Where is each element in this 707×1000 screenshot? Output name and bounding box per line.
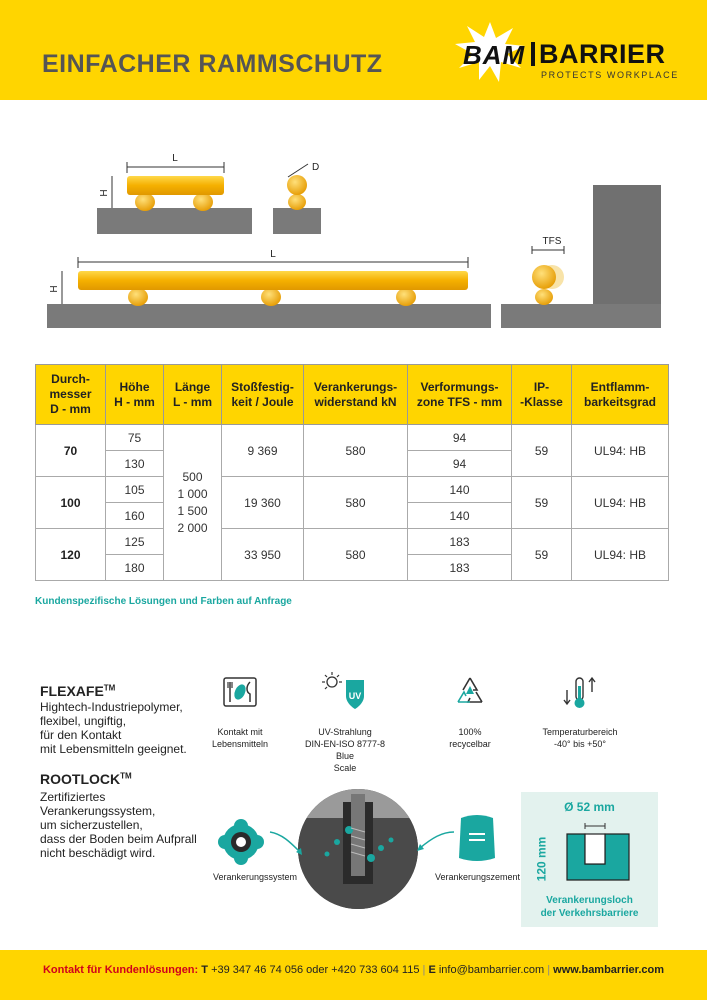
flexafe-tm: TM (103, 683, 116, 693)
anchoring-hole-diagram (563, 820, 633, 882)
custom-solutions-note: Kundenspezifische Lösungen und Farben auf Anfrage (35, 596, 292, 607)
cell-impact: 9 369 (222, 425, 304, 477)
cell-height: 180 (106, 555, 164, 581)
anchoring-cement-label: Verankerungszement (434, 872, 521, 882)
cell-anchorage: 580 (304, 477, 408, 529)
cell-flame: UL94: HB (572, 529, 669, 581)
col-tfs: Verformungs- zone TFS - mm (408, 365, 512, 425)
label-h-short: H (99, 189, 110, 197)
anchoring-cutaway-view (297, 788, 419, 910)
feature-food-contact-label: Kontakt mit Lebensmitteln (211, 727, 269, 749)
brand-logo (455, 22, 680, 82)
cell-impact: 33 950 (222, 529, 304, 581)
label-d: D (312, 162, 320, 173)
anchoring-hole-panel (521, 792, 658, 927)
table-row (36, 477, 669, 503)
barrier-technical-drawing (40, 140, 670, 340)
wall-block (593, 185, 661, 304)
anchoring-system-icon (215, 816, 267, 868)
col-ip: IP- -Klasse (512, 365, 572, 425)
cell-height: 75 (106, 425, 164, 451)
footer-website-link[interactable]: www.bambarrier.com (553, 964, 665, 976)
footer-email-label: E (428, 964, 436, 976)
hole-depth: 120 mm (534, 836, 549, 882)
footer-email-link[interactable]: info@bambarrier.com (438, 964, 545, 976)
foot-short-1 (135, 193, 155, 211)
feature-uv (295, 672, 395, 774)
cell-height: 130 (106, 451, 164, 477)
thermometer-icon (560, 672, 600, 712)
cell-ip: 59 (512, 425, 572, 477)
cell-height: 125 (106, 529, 164, 555)
table-row (36, 425, 669, 451)
label-h-long: H (49, 285, 60, 293)
uv-badge: UV (348, 691, 362, 701)
cell-diameter: 100 (36, 477, 106, 529)
logo-bam-text: BAM (463, 40, 526, 70)
col-diameter: Durch- messer D - mm (36, 365, 106, 425)
rail-long (78, 271, 468, 290)
feature-recycle-label: 100% recycelbar (449, 727, 491, 749)
hole-diameter: Ø 52 mm (564, 800, 615, 814)
label-l-short: L (172, 153, 178, 164)
footer-contact-label: Kontakt für Kundenlösungen: (42, 964, 199, 976)
feature-temperature (530, 672, 630, 750)
cell-tfs: 183 (408, 529, 512, 555)
rail-short (127, 176, 224, 195)
cell-diameter: 120 (36, 529, 106, 581)
cell-ip: 59 (512, 529, 572, 581)
spec-table (35, 364, 669, 581)
cell-impact: 19 360 (222, 477, 304, 529)
foot-long-2 (261, 288, 281, 306)
feature-food-contact (190, 672, 290, 750)
floor-block-long (47, 304, 491, 328)
cell-flame: UL94: HB (572, 477, 669, 529)
col-impact: Stoßfestig- keit / Joule (222, 365, 304, 425)
foot-long-3 (396, 288, 416, 306)
floor-block-short (97, 208, 252, 234)
recycle-icon (450, 672, 490, 712)
cell-anchorage: 580 (304, 529, 408, 581)
cell-tfs: 183 (408, 555, 512, 581)
foot-long-1 (128, 288, 148, 306)
cell-flame: UL94: HB (572, 425, 669, 477)
floor-block-side (273, 208, 321, 234)
cell-diameter: 70 (36, 425, 106, 477)
cell-height: 105 (106, 477, 164, 503)
label-l-long: L (270, 249, 276, 260)
logo-tagline: PROTECTS WORKPLACE (541, 70, 679, 80)
col-length: Länge L - mm (164, 365, 222, 425)
anchoring-cement-icon (455, 812, 499, 864)
footer-phone-label: T (201, 964, 208, 976)
table-row (36, 529, 669, 555)
col-flame: Entflamm- barkeitsgrad (572, 365, 669, 425)
rail-wall-section (532, 265, 556, 289)
cell-tfs: 140 (408, 503, 512, 529)
cell-anchorage: 580 (304, 425, 408, 477)
foot-short-2 (193, 193, 213, 211)
uv-shield-icon (318, 672, 372, 712)
footer-phones[interactable]: +39 347 46 74 056 oder +420 733 604 115 (211, 964, 420, 976)
flexafe-title: FLEXAFE™ (40, 683, 116, 699)
cell-tfs: 94 (408, 425, 512, 451)
cell-length: 500 1 000 1 500 2 000 (164, 425, 222, 581)
arrow-to-cutaway-left (268, 828, 308, 858)
cell-height: 160 (106, 503, 164, 529)
footer-contact: Kontakt für Kundenlösungen: T +39 347 46 74 056 oder +420 733 604 115 | E info@bambarrier.com | www.bambarrier.com (42, 964, 665, 976)
feature-temperature-label: Temperaturbereich -40° bis +50° (542, 727, 618, 749)
label-tfs: TFS (542, 236, 562, 247)
feature-recycle (420, 672, 520, 750)
rootlock-tm: TM (120, 771, 132, 781)
food-contact-icon (220, 672, 260, 712)
col-anchorage: Verankerungs- widerstand kN (304, 365, 408, 425)
col-height: Höhe H - mm (106, 365, 164, 425)
foot-side (288, 194, 306, 210)
rail-side-section (287, 175, 307, 195)
logo-separator (531, 42, 535, 66)
logo-barrier-text: BARRIER (539, 39, 666, 69)
feature-uv-label: UV-Strahlung DIN-EN-ISO 8777-8 Blue Scale (304, 727, 386, 773)
table-header-row (36, 365, 669, 425)
rootlock-description: Zertifiziertes Verankerungssystem, um sicherzustellen, dass der Boden beim Aufprall nicht beschädigt wird. (40, 790, 197, 860)
cell-tfs: 140 (408, 477, 512, 503)
hole-caption: Verankerungsloch der Verkehrsbarriere (540, 895, 639, 919)
rootlock-title: ROOTLOCK™ (40, 771, 132, 787)
arrow-to-cutaway-right (412, 826, 456, 856)
page-title: EINFACHER RAMMSCHUTZ (42, 50, 383, 78)
flexafe-description: Hightech-Industriepolymer, flexibel, ungiftig, für den Kontakt mit Lebensmitteln geeignet. (40, 700, 187, 756)
cell-ip: 59 (512, 477, 572, 529)
footer-band (0, 950, 707, 1000)
foot-wall (535, 289, 553, 305)
floor-block-wall (501, 304, 661, 328)
anchoring-system-label: Verankerungssystem (212, 872, 298, 882)
cell-tfs: 94 (408, 451, 512, 477)
